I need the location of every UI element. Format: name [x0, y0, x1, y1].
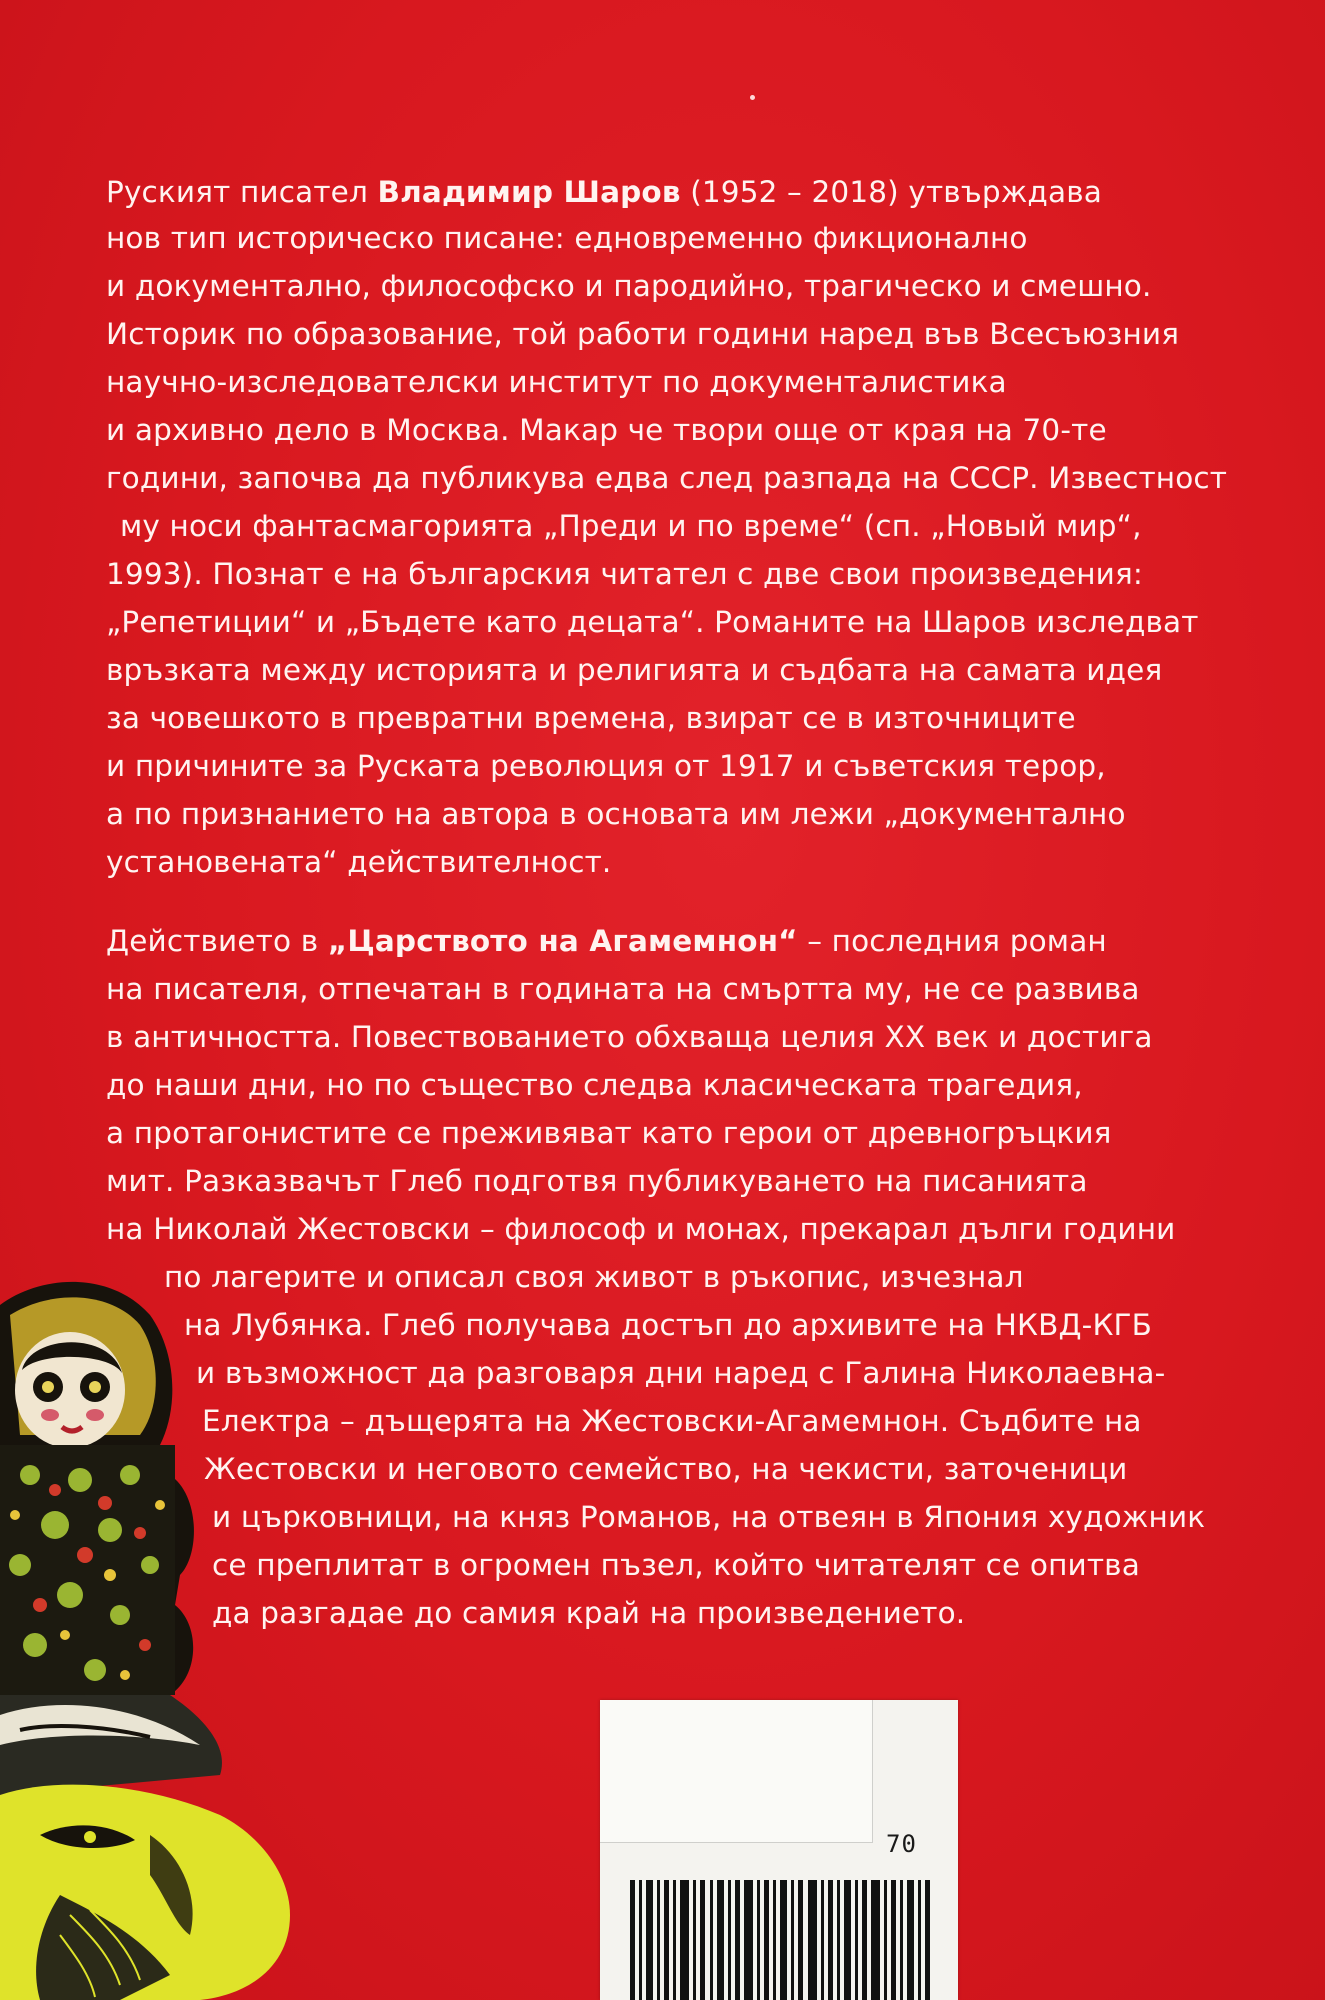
matryoshka-illustration-icon — [0, 1275, 300, 2000]
text-line: и документално, философско и пародийно, трагическо и смешно. — [106, 269, 1152, 303]
text-line: и възможност да разговаря дни наред с Галина Николаевна- — [196, 1356, 1166, 1390]
text-line: а по признанието на автора в основата им лежи „документално — [106, 797, 1126, 831]
text-line: на Лубянка. Глеб получава достъп до архивите на НКВД-КГБ — [184, 1308, 1153, 1342]
book-title: „Царството на Агамемнон“ — [327, 924, 798, 958]
text-line: за човешкото в превратни времена, взират се в източниците — [106, 701, 1076, 735]
author-name: Владимир Шаров — [377, 175, 681, 209]
text-line: връзката между историята и религията и съдбата на самата идея — [106, 653, 1163, 687]
text-line: се преплитат в огромен пъзел, който читателят се опитва — [212, 1548, 1140, 1582]
text-line: и архивно дело в Москва. Макар че твори още от края на 70-те — [106, 413, 1107, 447]
text-line: му носи фантасмагорията „Преди и по време“ (сп. „Новый мир“, — [120, 509, 1142, 543]
text-line: в античността. Повествованието обхваща целия XX век и достига — [106, 1020, 1153, 1054]
text-line: Действието в „Царството на Агамемнон“ – последния роман — [106, 924, 1107, 958]
text-line: а протагонистите се преживяват като герои от древногръцкия — [106, 1116, 1112, 1150]
text-line: и църковници, на княз Романов, на отвеян в Япония художник — [212, 1500, 1206, 1534]
text-line: Руският писател Владимир Шаров (1952 – 2018) утвърждава — [106, 175, 1102, 209]
text-line: до наши дни, но по същество следва класическата трагедия, — [106, 1068, 1083, 1102]
text-line: Историк по образование, той работи години наред във Всесъюзния — [106, 317, 1180, 351]
printing-dot — [750, 95, 755, 100]
text-line: установената“ действителност. — [106, 845, 612, 879]
text-line: Електра – дъщерята на Жестовски-Агамемнон. Съдбите на — [202, 1404, 1142, 1438]
text-line: научно-изследователски институт по документалистика — [106, 365, 1007, 399]
text-line: нов тип историческо писане: едновременно фикционално — [106, 221, 1028, 255]
text-line: на Николай Жестовски – философ и монах, прекарал дълги години — [106, 1212, 1176, 1246]
text-line: Жестовски и неговото семейство, на чекисти, заточеници — [204, 1452, 1128, 1486]
text-line: да разгадае до самия край на произведението. — [212, 1596, 966, 1630]
text-line: години, започва да публикува едва след разпада на СССР. Известност — [106, 461, 1228, 495]
barcode-icon — [630, 1880, 950, 2000]
price-sticker — [600, 1700, 873, 1843]
text-line: на писателя, отпечатан в годината на смъртта му, не се развива — [106, 972, 1140, 1006]
text-line: 1993). Познат е на българския читател с две свои произведения: — [106, 557, 1143, 591]
barcode-digits: 70 — [886, 1830, 917, 1858]
text-line: по лагерите и описал своя живот в ръкопис, изчезнал — [164, 1260, 1024, 1294]
text-line: „Репетиции“ и „Бъдете като децата“. Романите на Шаров изследват — [106, 605, 1199, 639]
text-line: и причините за Руската революция от 1917 и съветския терор, — [106, 749, 1106, 783]
text-line: мит. Разказвачът Глеб подготвя публикуването на писанията — [106, 1164, 1088, 1198]
